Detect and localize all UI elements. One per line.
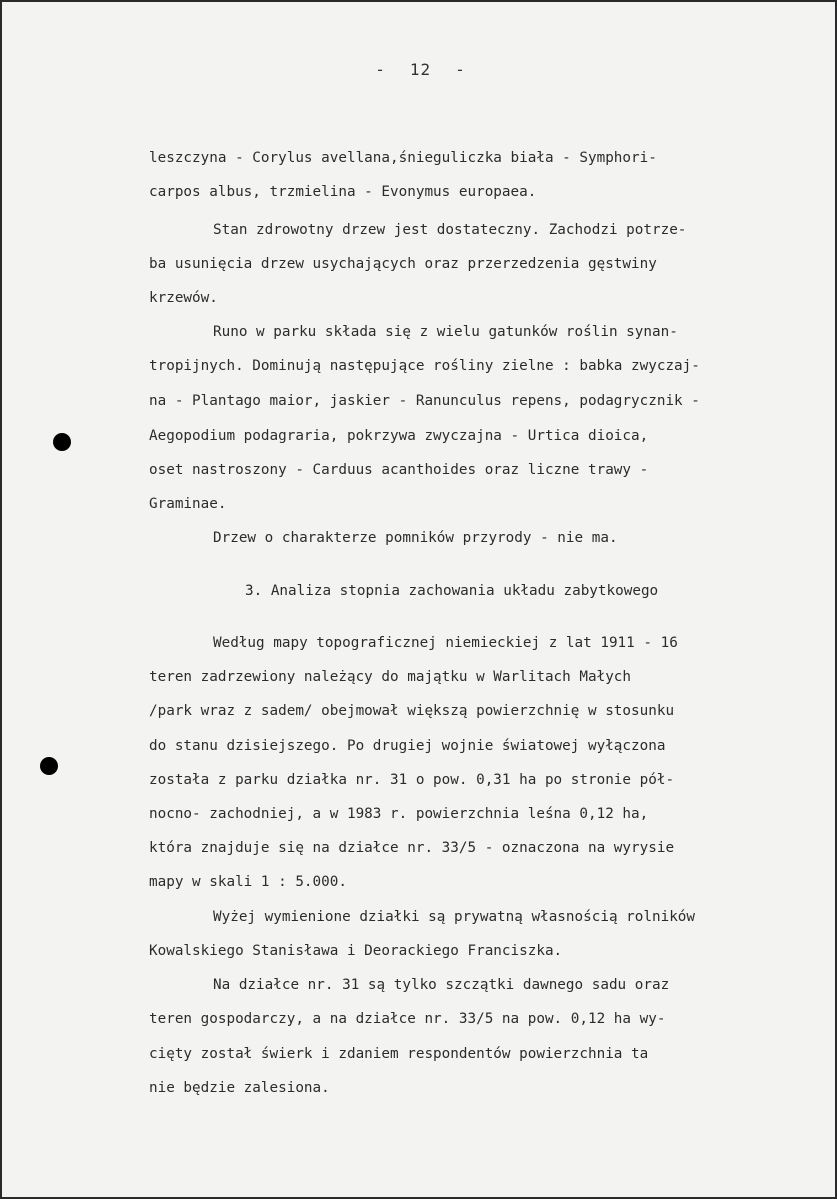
text-line: Graminae. [149,496,227,512]
text-line: teren gospodarczy, a na działce nr. 33/5 na pow. 0,12 ha wy- [149,1011,666,1027]
text-line: ba usunięcia drzew usychających oraz przerzedzenia gęstwiny [149,256,657,272]
text-line: carpos albus, trzmielina - Evonymus europaea. [149,184,537,200]
text-line: oset nastroszony - Carduus acanthoides oraz liczne trawy - [149,462,649,478]
text-line: tropijnych. Dominują następujące rośliny zielne : babka zwyczaj- [149,358,700,374]
text-line: która znajduje się na działce nr. 33/5 - oznaczona na wyrysie [149,840,675,856]
page-number-dash-left: - [375,60,386,79]
text-line: cięty został świerk i zdaniem respondentów powierzchnia ta [149,1046,649,1062]
text-line: Według mapy topograficznej niemieckiej z lat 1911 - 16 [213,635,678,651]
page-number-dash-right: - [455,60,466,79]
text-line: nocno- zachodniej, a w 1983 r. powierzchnia leśna 0,12 ha, [149,806,649,822]
text-line: mapy w skali 1 : 5.000. [149,874,347,890]
text-line: na - Plantago maior, jaskier - Ranunculus repens, podagrycznik - [149,393,700,409]
punch-hole-top [53,433,71,451]
punch-hole-bottom [40,757,58,775]
text-line: teren zadrzewiony należący do majątku w Warlitach Małych [149,669,632,685]
text-line: nie będzie zalesiona. [149,1080,330,1096]
page-number [2,60,837,79]
section-heading: 3. Analiza stopnia zachowania układu zabytkowego [245,583,659,599]
text-line: została z parku działka nr. 31 o pow. 0,31 ha po stronie pół- [149,772,675,788]
text-line: Na działce nr. 31 są tylko szczątki dawnego sadu oraz [213,977,670,993]
text-line: /park wraz z sadem/ obejmował większą powierzchnię w stosunku [149,703,675,719]
text-line: do stanu dzisiejszego. Po drugiej wojnie światowej wyłączona [149,738,666,754]
text-line: Aegopodium podagraria, pokrzywa zwyczajna - Urtica dioica, [149,428,649,444]
text-line: Wyżej wymienione działki są prywatną własnością rolników [213,909,696,925]
text-line: Kowalskiego Stanisława i Deorackiego Franciszka. [149,943,563,959]
text-line: Drzew o charakterze pomników przyrody - nie ma. [213,530,618,546]
text-line: Runo w parku składa się z wielu gatunków roślin synan- [213,324,678,340]
text-line: Stan zdrowotny drzew jest dostateczny. Zachodzi potrze- [213,222,687,238]
page-number-value: 12 [409,60,432,79]
text-line: leszczyna - Corylus avellana,śnieguliczka biała - Symphori- [149,150,657,166]
text-line: krzewów. [149,290,218,306]
